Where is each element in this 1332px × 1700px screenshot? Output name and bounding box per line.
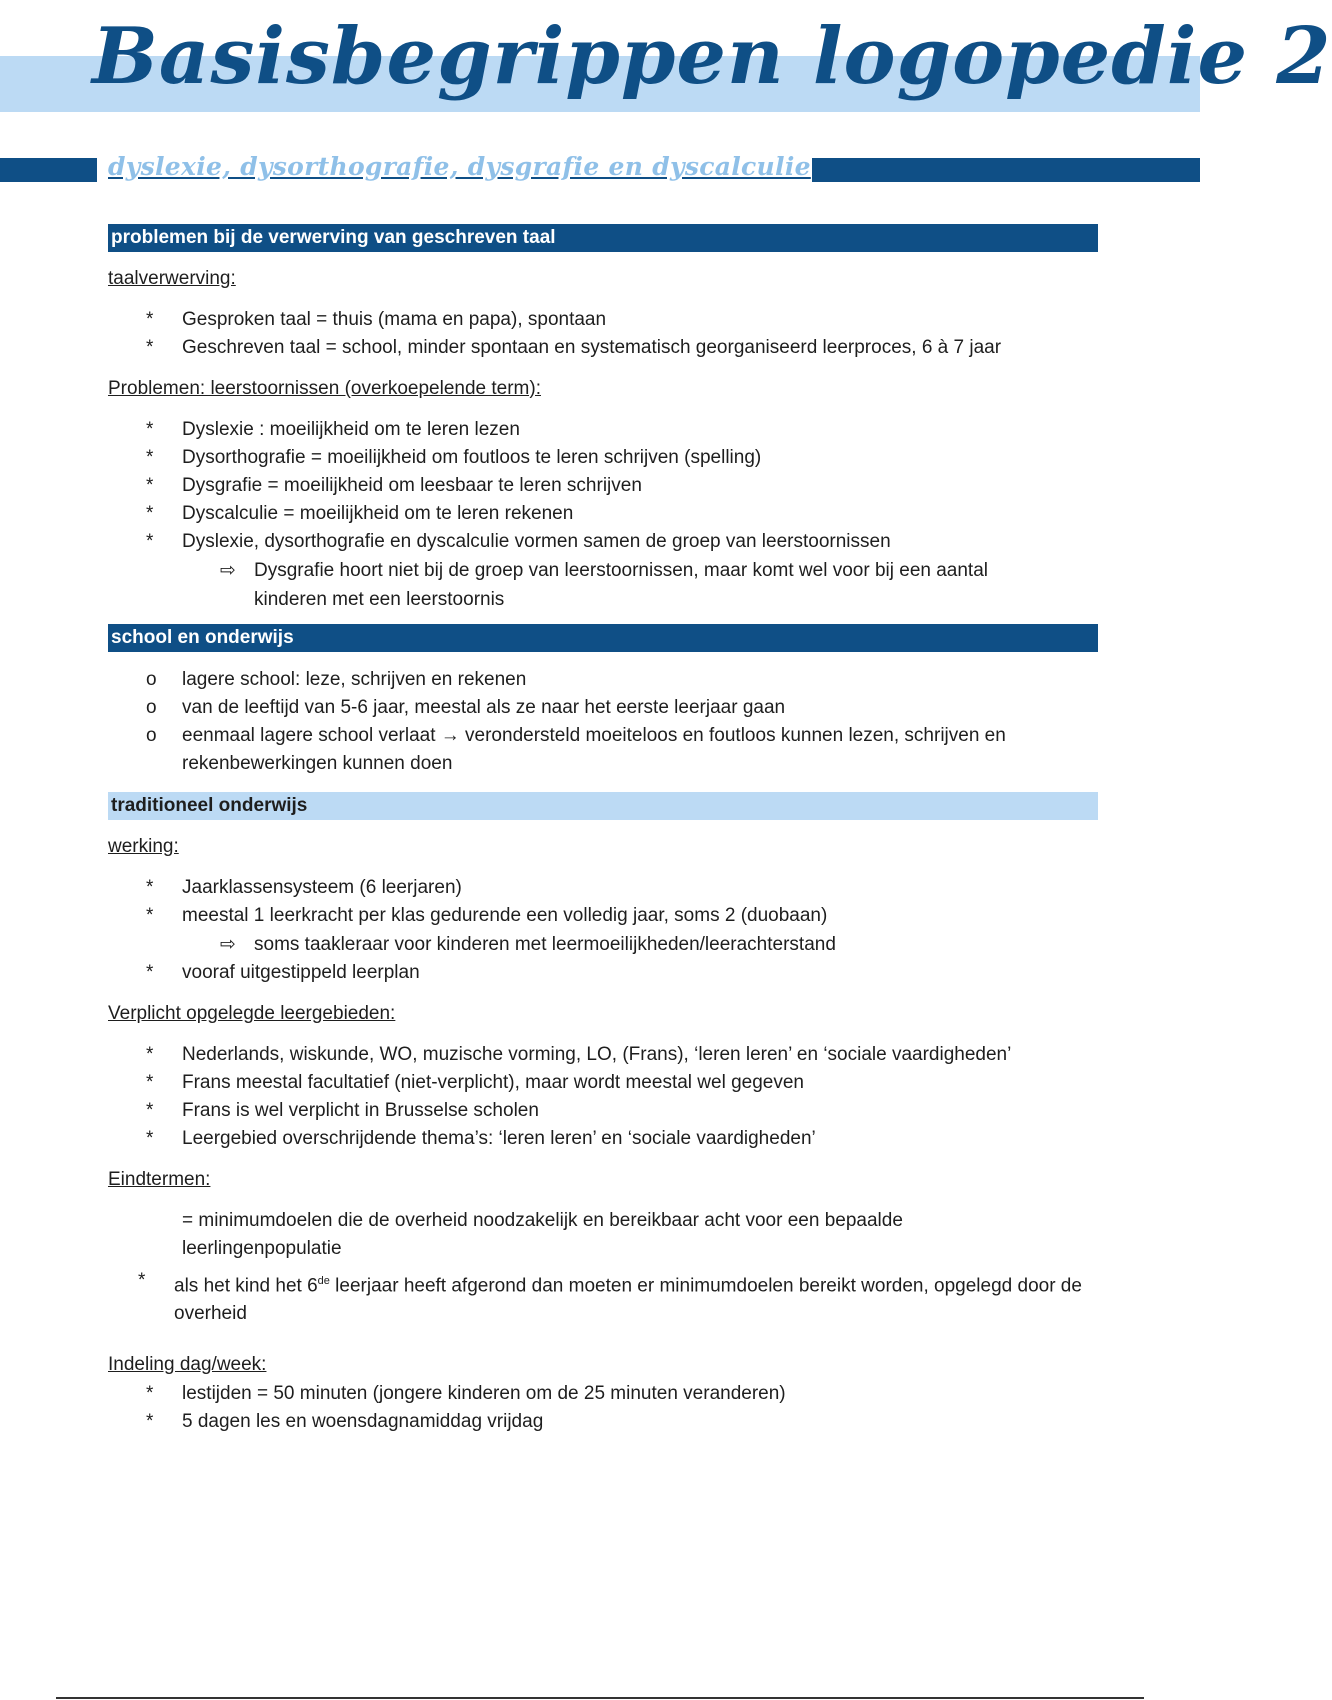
star-bullet-icon: * (146, 1044, 154, 1065)
eindtermen-definition: = minimumdoelen die de overheid noodzakelijk en bereikbaar acht voor een bepaalde leerlingenpopulatie (182, 1210, 903, 1259)
circle-bullet-icon: o (146, 697, 157, 718)
list-werking-continued (108, 959, 1098, 987)
eindtermen-item: * als het kind het 6de leerjaar heeft afgerond dan moeten er minimumdoelen bereikt worden, opgelegd door de overheid (108, 1267, 1098, 1328)
list-verplicht (108, 1041, 1098, 1153)
footer-rule (56, 1697, 1144, 1699)
circle-bullet-icon: o (146, 725, 157, 746)
heading-problemen: Problemen: leerstoornissen (overkoepelende term): (108, 378, 541, 399)
list-werking (108, 874, 1098, 930)
star-bullet-icon: * (138, 1270, 146, 1291)
list-item: * 5 dagen les en woensdagnamiddag vrijdag (108, 1408, 1098, 1436)
list-problemen (108, 416, 1098, 556)
star-bullet-icon: * (146, 309, 154, 330)
section-header-school: school en onderwijs (108, 624, 1098, 652)
list-indeling (108, 1380, 1098, 1436)
list-school (108, 666, 1098, 778)
star-bullet-icon: * (146, 1411, 154, 1433)
star-bullet-icon: * (146, 1128, 154, 1149)
section-header-verwerving: problemen bij de verwerving van geschreven taal (108, 224, 1098, 252)
heading-verplicht: Verplicht opgelegde leergebieden: (108, 1003, 396, 1024)
heading-werking: werking: (108, 836, 179, 857)
list-item: * Geschreven taal = school, minder spontaan en systematisch georganiseerd leerproces, 6 à 7 jaar (108, 334, 1098, 362)
list-item: * meestal 1 leerkracht per klas gedurende een volledig jaar, soms 2 (duobaan) (108, 902, 1098, 930)
list-item: * Frans is wel verplicht in Brusselse scholen (108, 1097, 1098, 1125)
list-item: o lagere school: leze, schrijven en rekenen (108, 666, 1098, 694)
list-item: * Jaarklassensysteem (6 leerjaren) (108, 874, 1098, 902)
star-bullet-icon: * (146, 531, 154, 552)
list-item: * Dyslexie : moeilijkheid om te leren lezen (108, 416, 1098, 444)
page-subtitle: dyslexie, dysorthografie, dysgrafie en dyscalculie (108, 152, 811, 181)
list-item: * Gesproken taal = thuis (mama en papa), spontaan (108, 306, 1098, 334)
list-item: * Dysgrafie = moeilijkheid om leesbaar te leren schrijven (108, 472, 1098, 500)
page-title: Basisbegrippen logopedie 2 (92, 11, 1332, 102)
list-item: * vooraf uitgestippeld leerplan (108, 959, 1098, 987)
star-bullet-icon: * (146, 905, 154, 926)
star-bullet-icon: * (146, 1072, 154, 1093)
heading-eindtermen: Eindtermen: (108, 1169, 211, 1190)
list-item: o van de leeftijd van 5-6 jaar, meestal als ze naar het eerste leerjaar gaan (108, 694, 1098, 722)
list-item: * Nederlands, wiskunde, WO, muzische vorming, LO, (Frans), ‘leren leren’ en ‘sociale vaardigheden’ (108, 1041, 1098, 1069)
list-item: * Frans meestal facultatief (niet-verplicht), maar wordt meestal wel gegeven (108, 1069, 1098, 1097)
list-item: * Dyslexie, dysorthografie en dyscalculie vormen samen de groep van leerstoornissen (108, 528, 1098, 556)
section-header-traditioneel: traditioneel onderwijs (108, 792, 1098, 820)
list-taalverwerving (108, 306, 1098, 362)
list-item: * lestijden = 50 minuten (jongere kinderen om de 25 minuten veranderen) (108, 1380, 1098, 1408)
arrow-icon: ⇨ (220, 560, 236, 581)
list-item: * Dyscalculie = moeilijkheid om te leren rekenen (108, 500, 1098, 528)
star-bullet-icon: * (146, 1383, 154, 1405)
heading-taalverwerving: taalverwerving: (108, 268, 236, 289)
star-bullet-icon: * (146, 447, 154, 468)
star-bullet-icon: * (146, 475, 154, 496)
subtitle-bar-right (812, 158, 1200, 182)
list-item: * Leergebied overschrijdende thema’s: ‘leren leren’ en ‘sociale vaardigheden’ (108, 1125, 1098, 1153)
circle-bullet-icon: o (146, 669, 157, 690)
heading-indeling: Indeling dag/week: (108, 1354, 267, 1376)
star-bullet-icon: * (146, 337, 154, 358)
list-item: o eenmaal lagere school verlaat → verondersteld moeiteloos en foutloos kunnen lezen, schrijven en rekenbewerkingen kunnen doen (108, 722, 1098, 778)
star-bullet-icon: * (146, 503, 154, 524)
sub-item-taakleraar: ⇨ soms taakleraar voor kinderen met leermoeilijkheden/leerachterstand (108, 930, 1098, 959)
star-bullet-icon: * (146, 962, 154, 983)
star-bullet-icon: * (146, 1100, 154, 1121)
list-item: * Dysorthografie = moeilijkheid om foutloos te leren schrijven (spelling) (108, 444, 1098, 472)
star-bullet-icon: * (146, 419, 154, 440)
subtitle-bar-left (0, 158, 97, 182)
star-bullet-icon: * (146, 877, 154, 898)
sub-item-dysgrafie: ⇨ Dysgrafie hoort niet bij de groep van leerstoornissen, maar komt wel voor bij een aantal kinderen met een leerstoornis (108, 556, 1098, 614)
arrow-icon: ⇨ (220, 934, 236, 955)
document-content (108, 218, 1098, 1450)
